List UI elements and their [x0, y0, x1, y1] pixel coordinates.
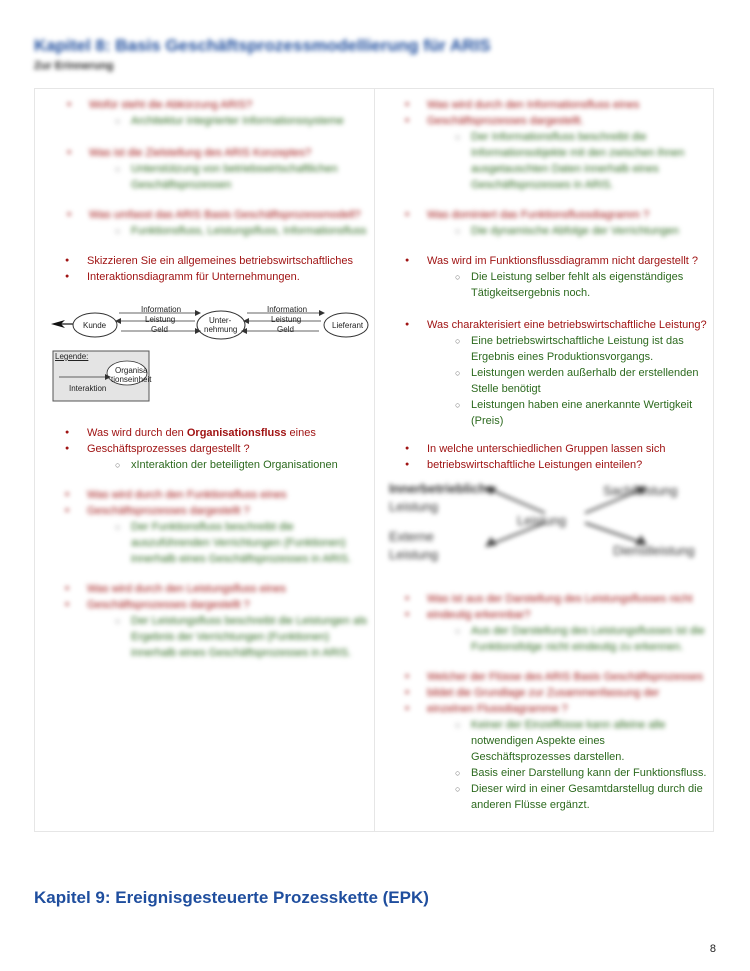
question-text: Was wird durch den: [87, 427, 187, 439]
question: ● Geschäftsprozesses dargestellt ?: [87, 597, 250, 613]
question: ● Was dominiert das Funktionsflussdiagramm ?: [427, 207, 649, 223]
flow-label: Leistung: [145, 315, 176, 324]
question: ● einzelnen Flussdiagramme ?: [427, 701, 568, 717]
answer: Geschäftsprozesses in ARIS.: [471, 179, 614, 191]
answer: ○ Eine betriebswirtschaftliche Leistung ist das: [471, 333, 684, 349]
question-text: betriebswirtschaftliche Leistungen einteilen?: [427, 459, 643, 471]
flow-label: Geld: [277, 325, 294, 334]
question: ● eindeutig erkennbar?: [427, 607, 530, 623]
question: ● bildet die Grundlage zur Zusammenfassung der: [427, 685, 659, 701]
answer: ○ Dieser wird in einer Gesamtdarstellug durch die: [471, 781, 703, 797]
group-label: Leistung: [389, 499, 439, 514]
group-label: Externe: [389, 529, 434, 544]
flow-label: Information: [267, 305, 308, 314]
legend-unit-label: Organisa: [115, 366, 148, 375]
answer: Funktionsfolge nicht eindeutig zu erkennen.: [471, 641, 684, 653]
question-organisationsfluss-cont: [87, 441, 250, 457]
legend-title: Legende:: [55, 352, 89, 361]
question-gruppen-cont: [427, 457, 642, 473]
node-label-unternehmung-2: nehmung: [204, 325, 238, 334]
page-number: 8: [709, 943, 716, 955]
right-column: [375, 89, 715, 831]
chapter-subtitle: Zur Erinnerung: [34, 60, 114, 72]
flow-label: Leistung: [271, 315, 302, 324]
question-funktionsfluss: ● Was wird im Funktionsflussdiagramm nicht dargestellt ?: [427, 253, 698, 269]
center-label: Leistung: [517, 513, 567, 528]
chapter-title: Kapitel 8: Basis Geschäftsprozessmodellierung für ARIS: [34, 36, 491, 55]
answer-cont: Stelle benötigt: [471, 383, 541, 395]
question: ● Geschäftsprozesses dargestellt.: [427, 113, 584, 129]
answer: ○ Architektur integrierter Informationssysteme: [131, 113, 344, 129]
answer-cont: notwendigen Aspekte eines: [471, 735, 605, 747]
answer-cont: Geschäftsprozesses darstellen.: [471, 751, 625, 763]
answer: auszuführenden Verrichtungen (Funktionen): [131, 537, 346, 549]
flow-label: Information: [141, 305, 182, 314]
node-label-lieferant: Lieferant: [332, 321, 364, 330]
flow-label: Geld: [151, 325, 168, 334]
answer: ○ Leistungen haben eine anerkannte Wertigkeit: [471, 397, 692, 413]
answer: Geschäftsprozessen: [131, 179, 232, 191]
question-interaction-diagram: ● Skizzieren Sie ein allgemeines betriebswirtschaftliches: [87, 253, 353, 269]
group-label: Leistung: [389, 547, 439, 562]
answer-cont: Ergebnis eines Produktionsvorgangs.: [471, 351, 654, 363]
question: ● Was ist die Zielstellung des ARIS Konzeptes?: [89, 145, 311, 161]
answer: Ergebnis der Verrichtungen (Funktionen): [131, 631, 330, 643]
question: ● Was wird durch den Funktionsfluss eines: [87, 487, 287, 503]
question: ● Welcher der Flüsse des ARIS Basis Geschäftsprozesses: [427, 669, 703, 685]
node-label-unternehmung-1: Unter-: [209, 316, 232, 325]
answer: ausgetauschten Daten innerhalb eines: [471, 163, 659, 175]
qa-table: [34, 88, 714, 832]
answer: ○ Der Informationsfluss beschreibt die: [471, 129, 646, 145]
group-label: Innerbetriebliche: [389, 481, 494, 496]
question: ● Geschäftsprozesses dargestellt ?: [87, 503, 250, 519]
node-label-kunde: Kunde: [83, 321, 107, 330]
question-keyword: Organisationsfluss: [186, 427, 287, 439]
legend-unit-label-2: tionseinheit: [111, 375, 152, 384]
answer: ○ Der Leistungsfluss beschreibt die Leistungen als: [131, 613, 367, 629]
question: ● Was ist aus der Darstellung des Leistungsflusses nicht: [427, 591, 693, 607]
answer-cont: anderen Flüsse ergänzt.: [471, 799, 590, 811]
answer: ○ Unterstützung von betriebswirtschaftlichen: [131, 161, 338, 177]
answer: ○ Keiner der Einzelflüsse kann alleine alle: [471, 717, 665, 733]
answer-cont: (Preis): [471, 415, 504, 427]
question: ● Wofür steht die Abkürzung ARIS?: [89, 97, 252, 113]
left-column: [35, 89, 375, 831]
answer: Informationsobjekte mit den zwischen ihnen: [471, 147, 685, 159]
group-label: Dienstleistung: [613, 543, 695, 558]
answer: innerhalb eines Geschäftsprozesses in ARIS.: [131, 553, 352, 565]
question-interaction-diagram-cont: [87, 269, 300, 285]
question: ● Was wird durch den Informationsfluss eines: [427, 97, 639, 113]
question-text: Interaktionsdiagramm für Unternehmungen.: [87, 271, 300, 283]
question-organisationsfluss: [87, 425, 316, 441]
question-gruppen: ● In welche unterschiedlichen Gruppen lassen sich: [427, 441, 665, 457]
group-label: Sachleistung: [603, 483, 678, 498]
answer: ○ Basis einer Darstellung kann der Funktionsfluss.: [471, 765, 706, 781]
answer: ○ Der Funktionsfluss beschreibt die: [131, 519, 294, 535]
question: ● Was wird durch den Leistungsfluss eines: [87, 581, 286, 597]
question-text: Geschäftsprozesses dargestellt ?: [87, 443, 250, 455]
answer: ○ Funktionsfluss, Leistungsfluss, Informationsfluss: [131, 223, 366, 239]
answer-cont: Tätigkeitsergebnis noch.: [471, 287, 591, 299]
answer: ○ Leistungen werden außerhalb der erstellenden: [471, 365, 699, 381]
answer: ○ Die dynamische Abfolge der Verrichtungen: [471, 223, 679, 239]
answer: ○ Aus der Darstellung des Leistungsflusses ist die: [471, 623, 705, 639]
answer: ○ Die Leistung selber fehlt als eigenständiges: [471, 269, 683, 285]
answer: innerhalb eines Geschäftsprozesses in ARIS.: [131, 647, 352, 659]
question-text: eines: [286, 427, 316, 439]
next-chapter-title: Kapitel 9: Ereignisgesteuerte Prozesskette (EPK): [34, 888, 429, 907]
answer-organisationsfluss: ○ xInteraktion der beteiligten Organisationen: [131, 457, 338, 473]
question: ● Was umfasst das ARIS Basis Geschäftsprozessmodell?: [89, 207, 361, 223]
question-leistung: ● Was charakterisiert eine betriebswirtschaftliche Leistung?: [427, 317, 707, 333]
legend-interaction-label: Interaktion: [69, 384, 107, 393]
